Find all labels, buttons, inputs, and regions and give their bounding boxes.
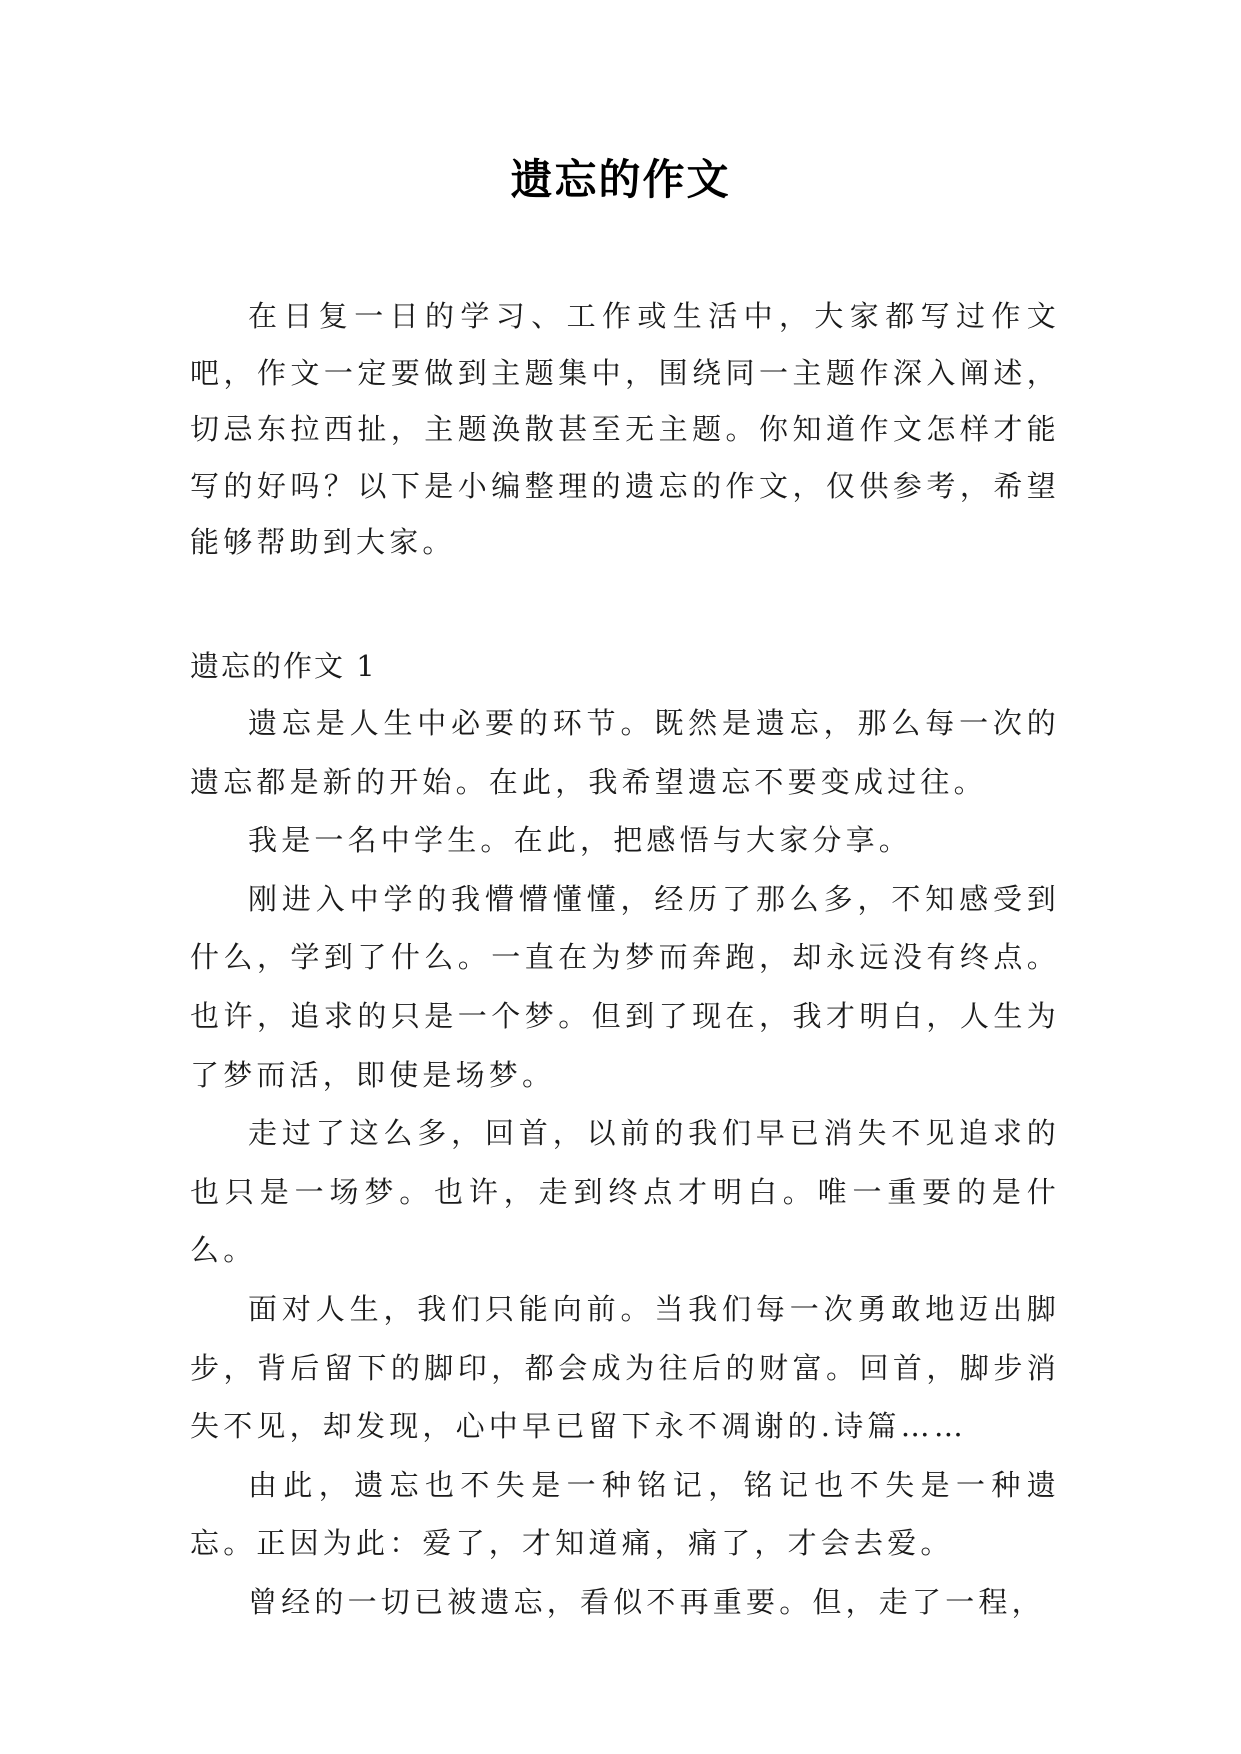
essay-paragraph-5: 面对人生，我们只能向前。当我们每一次勇敢地迈出脚步，背后留下的脚印，都会成为往后的财富。回首，脚步消失不见，却发现，心中早已留下永不凋谢的.诗篇…… [190,1291,1060,1444]
essay-paragraph-4: 走过了这么多，回首，以前的我们早已消失不见追求的也只是一场梦。也许，走到终点才明白。唯一重要的是什么。 [190,1116,1060,1268]
essay-paragraph-7: 曾经的一切已被遗忘，看似不再重要。但，走了一程， [248,1584,1045,1619]
essay-paragraph-1: 遗忘是人生中必要的环节。既然是遗忘，那么每一次的遗忘都是新的开始。在此，我希望遗忘不要变成过往。 [190,706,1060,799]
essay-body [190,694,1060,1632]
essay-paragraph-2: 我是一名中学生。在此，把感悟与大家分享。 [248,823,913,858]
intro-section [190,288,1060,571]
intro-paragraph: 在日复一日的学习、工作或生活中，大家都写过作文吧，作文一定要做到主题集中，围绕同一主题作深入阐述，切忌东拉西扯，主题涣散甚至无主题。你知道作文怎样才能写的好吗？以下是小编整理的遗忘的作文，仅供参考，希望能够帮助到大家。 [190,299,1060,559]
document-title: 遗忘的作文 [510,155,731,204]
essay-paragraph-6: 由此，遗忘也不失是一种铭记，铭记也不失是一种遗忘。正因为此：爱了，才知道痛，痛了，才会去爱。 [190,1467,1060,1561]
essay-paragraph-3: 刚进入中学的我懵懵懂懂，经历了那么多，不知感受到什么，学到了什么。一直在为梦而奔跑，却永远没有终点。也许，追求的只是一个梦。但到了现在，我才明白，人生为了梦而活，即使是场梦。 [190,881,1060,1092]
section-heading: 遗忘的作文 1 [190,649,377,683]
